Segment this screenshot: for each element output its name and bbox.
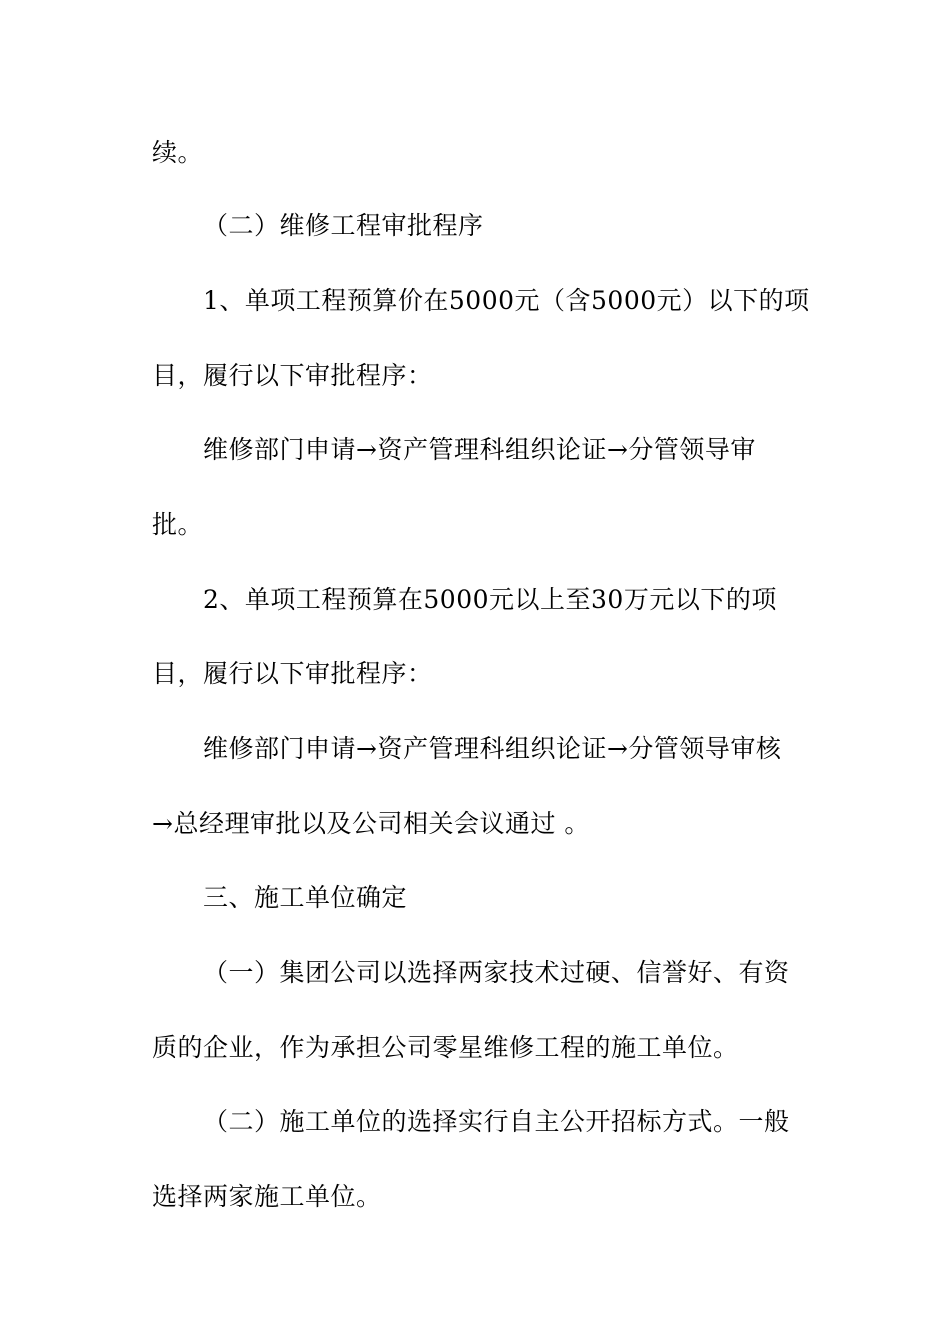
section-heading-contractor: 三、施工单位确定 (203, 883, 408, 912)
contractor-item-1-line-2: 质的企业，作为承担公司零星维修工程的施工单位。 (152, 1033, 739, 1062)
item-2-line-1: 2、单项工程预算在5000元以上至30万元以下的项 (203, 585, 777, 614)
item-1-line-2: 目，履行以下审批程序： (152, 361, 433, 390)
section-heading-approval: （二）维修工程审批程序 (203, 211, 484, 240)
item-1-line-1: 1、单项工程预算价在5000元（含5000元）以下的项 (203, 286, 810, 315)
contractor-item-2-line-1: （二）施工单位的选择实行自主公开招标方式。一般 (203, 1107, 790, 1136)
item-2-line-2: 目，履行以下审批程序： (152, 659, 433, 688)
contractor-item-2-line-2: 选择两家施工单位。 (152, 1182, 382, 1211)
paragraph-continuation: 续。 (152, 138, 204, 167)
contractor-item-1-line-1: （一）集团公司以选择两家技术过硬、信誉好、有资 (203, 958, 790, 987)
item-1-flow-line-2: 批。 (152, 510, 204, 539)
item-2-flow-line-1: 维修部门申请→资产管理科组织论证→分管领导审核 (203, 734, 782, 763)
item-2-flow-line-2: →总经理审批以及公司相关会议通过 。 (152, 809, 590, 838)
item-1-flow-line-1: 维修部门申请→资产管理科组织论证→分管领导审 (203, 435, 756, 464)
